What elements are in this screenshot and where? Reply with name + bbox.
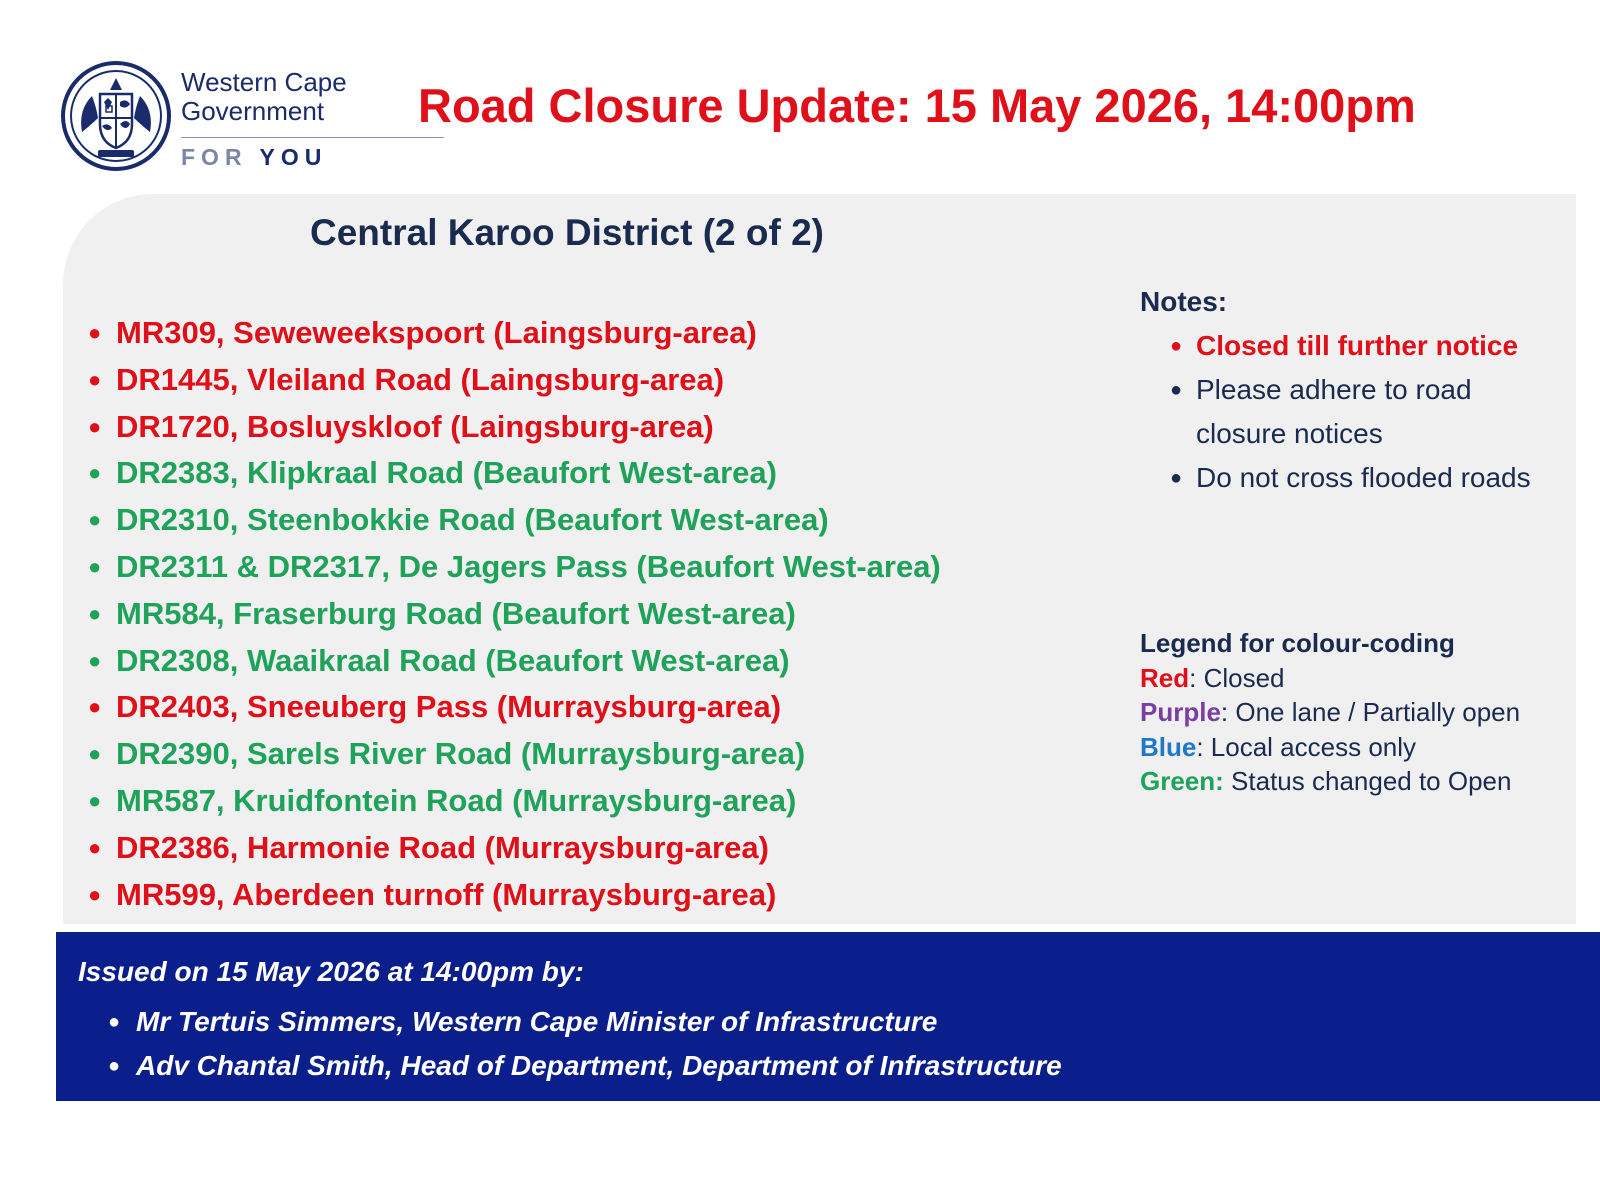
tagline-you: YOU: [259, 144, 328, 170]
road-text: MR587, Kruidfontein Road (Murraysburg-area): [116, 782, 797, 818]
tagline: [181, 144, 327, 171]
road-text: DR2386, Harmonie Road (Murraysburg-area): [116, 829, 769, 865]
bullet-icon: ●: [88, 320, 102, 345]
org-name-line2: Government: [181, 96, 325, 126]
note-item: [1140, 368, 1540, 456]
legend-row-purple: [1140, 695, 1532, 730]
bullet-icon: ●: [88, 741, 102, 767]
legend-sep: :: [1189, 662, 1204, 693]
issued-footer: [56, 932, 1600, 1101]
bullet-icon: ●: [88, 460, 102, 486]
bullet-icon: ●: [88, 647, 102, 673]
road-item: [88, 310, 941, 357]
bullet-icon: ●: [88, 507, 102, 533]
road-text: DR1720, Bosluyskloof (Laingsburg-area): [116, 408, 714, 444]
legend-sep: :: [1196, 731, 1211, 762]
road-text: DR2308, Waaikraal Road (Beaufort West-area): [116, 642, 790, 678]
legend-desc: Local access only: [1210, 731, 1417, 762]
legend-desc: Closed: [1203, 662, 1285, 693]
road-text: DR2383, Klipkraal Road (Beaufort West-area): [116, 455, 777, 491]
bullet-icon: ●: [1170, 335, 1183, 357]
official-item: [108, 1044, 1062, 1088]
note-text: Please adhere to road closure notices: [1196, 374, 1472, 449]
bullet-icon: ●: [88, 834, 102, 860]
road-list: [88, 310, 941, 918]
road-text: MR309, Seweweekspoort (Laingsburg-area): [116, 315, 757, 350]
road-text: DR2311 & DR2317, De Jagers Pass (Beaufort West-area): [116, 548, 941, 584]
bullet-icon: ●: [1170, 379, 1183, 401]
road-item: [88, 638, 941, 685]
bullet-icon: ●: [88, 366, 102, 392]
notes-list: [1140, 324, 1540, 500]
bullet-icon: ●: [88, 413, 102, 439]
bullet-icon: ●: [1170, 467, 1183, 489]
official-text: Mr Tertuis Simmers, Western Cape Minister of Infrastructure: [136, 1006, 938, 1037]
page-title: Road Closure Update: 15 May 2026, 14:00pm: [418, 79, 1416, 132]
legend-key: Red: [1140, 662, 1190, 693]
legend-section: [1140, 626, 1532, 799]
notes-title: Notes:: [1140, 286, 1228, 317]
notes-section: [1140, 280, 1540, 500]
legend-key: Green:: [1140, 766, 1224, 796]
district-title: Central Karoo District (2 of 2): [310, 212, 824, 253]
road-item: [88, 731, 941, 778]
official-text: Adv Chantal Smith, Head of Department, Department of Infrastructure: [136, 1050, 1062, 1081]
bullet-icon: ●: [88, 787, 102, 813]
road-text: MR584, Fraserburg Road (Beaufort West-area): [116, 595, 796, 631]
legend-title: Legend for colour-coding: [1140, 628, 1455, 658]
legend-sep: [1224, 766, 1231, 796]
legend-desc: One lane / Partially open: [1235, 697, 1521, 727]
legend-row-red: [1140, 661, 1532, 696]
legend-sep: :: [1220, 697, 1236, 727]
tagline-for: FOR: [181, 144, 248, 170]
issued-line: Issued on 15 May 2026 at 14:00pm by:: [78, 956, 584, 987]
note-text: Closed till further notice: [1196, 330, 1519, 361]
coat-of-arms-icon: [60, 60, 172, 172]
legend-row-green: [1140, 764, 1532, 799]
legend-desc: Status changed to Open: [1231, 766, 1512, 796]
bullet-icon: ●: [108, 1011, 121, 1033]
wcg-logo: [60, 60, 390, 175]
road-text: DR1445, Vleiland Road (Laingsburg-area): [116, 361, 725, 397]
road-item: [88, 357, 941, 404]
legend-row-blue: [1140, 730, 1532, 765]
road-item: [88, 404, 941, 451]
road-text: DR2403, Sneeuberg Pass (Murraysburg-area): [116, 689, 782, 725]
road-text: MR599, Aberdeen turnoff (Murraysburg-area): [116, 876, 777, 912]
note-item: [1140, 324, 1540, 368]
org-name: [181, 68, 347, 126]
road-item: [88, 872, 941, 919]
note-text: Do not cross flooded roads: [1196, 462, 1531, 493]
bullet-icon: ●: [88, 600, 102, 626]
official-item: [108, 1000, 1062, 1044]
road-item: [88, 591, 941, 638]
road-item: [88, 684, 941, 731]
officials-list: [108, 1000, 1062, 1088]
legend-key: Purple: [1140, 697, 1221, 727]
bullet-icon: ●: [108, 1055, 121, 1077]
road-text: DR2310, Steenbokkie Road (Beaufort West-area): [116, 502, 829, 538]
road-item: [88, 497, 941, 544]
road-item: [88, 778, 941, 825]
road-item: [88, 450, 941, 497]
road-item: [88, 544, 941, 591]
bullet-icon: ●: [88, 694, 102, 720]
bullet-icon: ●: [88, 553, 102, 579]
org-name-line1: Western Cape: [181, 67, 347, 97]
legend-key: Blue: [1140, 731, 1197, 762]
road-text: DR2390, Sarels River Road (Murraysburg-area): [116, 736, 806, 772]
logo-divider: [181, 137, 444, 138]
road-item: [88, 825, 941, 872]
bullet-icon: ●: [88, 881, 102, 907]
note-item: [1140, 456, 1540, 500]
